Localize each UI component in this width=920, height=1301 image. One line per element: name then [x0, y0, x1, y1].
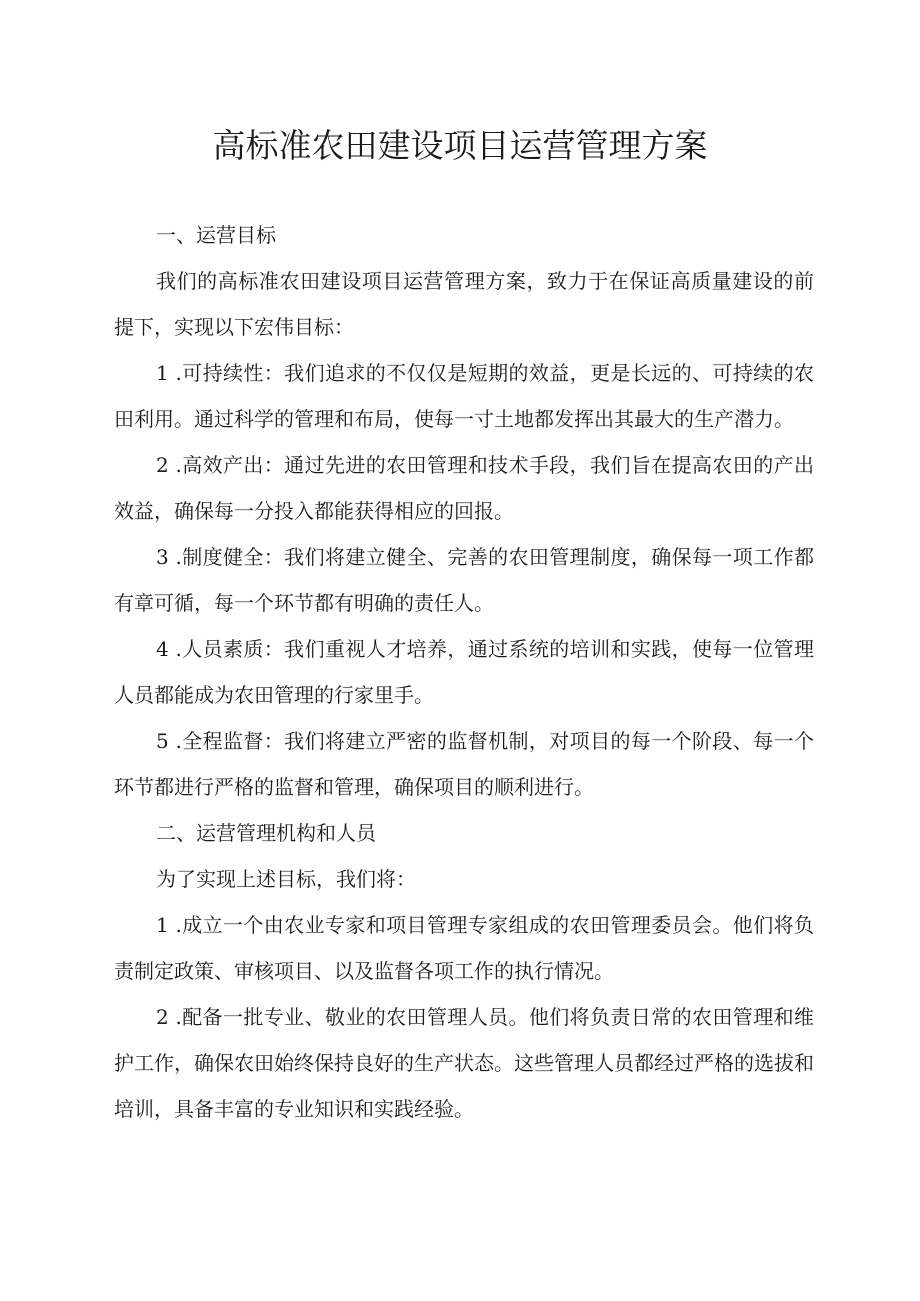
goal-item-1: 1 .可持续性：我们追求的不仅仅是短期的效益，更是长远的、可持续的农田利用。通过科学的管理和布局，使每一寸土地都发挥出其最大的生产潜力。 — [114, 361, 814, 431]
goal-item-3: 3 .制度健全：我们将建立健全、完善的农田管理制度，确保每一项工作都有章可循，每一个环节都有明确的责任人。 — [114, 545, 814, 615]
paragraph-intro: 我们的高标准农田建设项目运营管理方案，致力于在保证高质量建设的前提下，实现以下宏伟目标： — [114, 269, 814, 339]
organization-item-2: 2 .配备一批专业、敬业的农田管理人员。他们将负责日常的农田管理和维护工作，确保农田始终保持良好的生产状态。这些管理人员都经过严格的选拔和培训，具备丰富的专业知识和实践经验。 — [114, 1005, 814, 1121]
organization-item-1: 1 .成立一个由农业专家和项目管理专家组成的农田管理委员会。他们将负责制定政策、审核项目、以及监督各项工作的执行情况。 — [114, 913, 814, 983]
goal-item-5: 5 .全程监督：我们将建立严密的监督机制，对项目的每一个阶段、每一个环节都进行严格的监督和管理，确保项目的顺利进行。 — [114, 729, 814, 799]
section-heading-organization: 二、运营管理机构和人员 — [156, 821, 376, 845]
goal-item-2: 2 .高效产出：通过先进的农田管理和技术手段，我们旨在提高农田的产出效益，确保每一分投入都能获得相应的回报。 — [114, 453, 814, 523]
goal-item-4: 4 .人员素质：我们重视人才培养，通过系统的培训和实践，使每一位管理人员都能成为农田管理的行家里手。 — [114, 637, 814, 707]
paragraph-to-achieve: 为了实现上述目标，我们将： — [156, 867, 416, 891]
document-body — [114, 212, 814, 1132]
document-title: 高标准农田建设项目运营管理方案 — [212, 126, 708, 165]
section-heading-operation-goals: 一、运营目标 — [156, 223, 276, 247]
